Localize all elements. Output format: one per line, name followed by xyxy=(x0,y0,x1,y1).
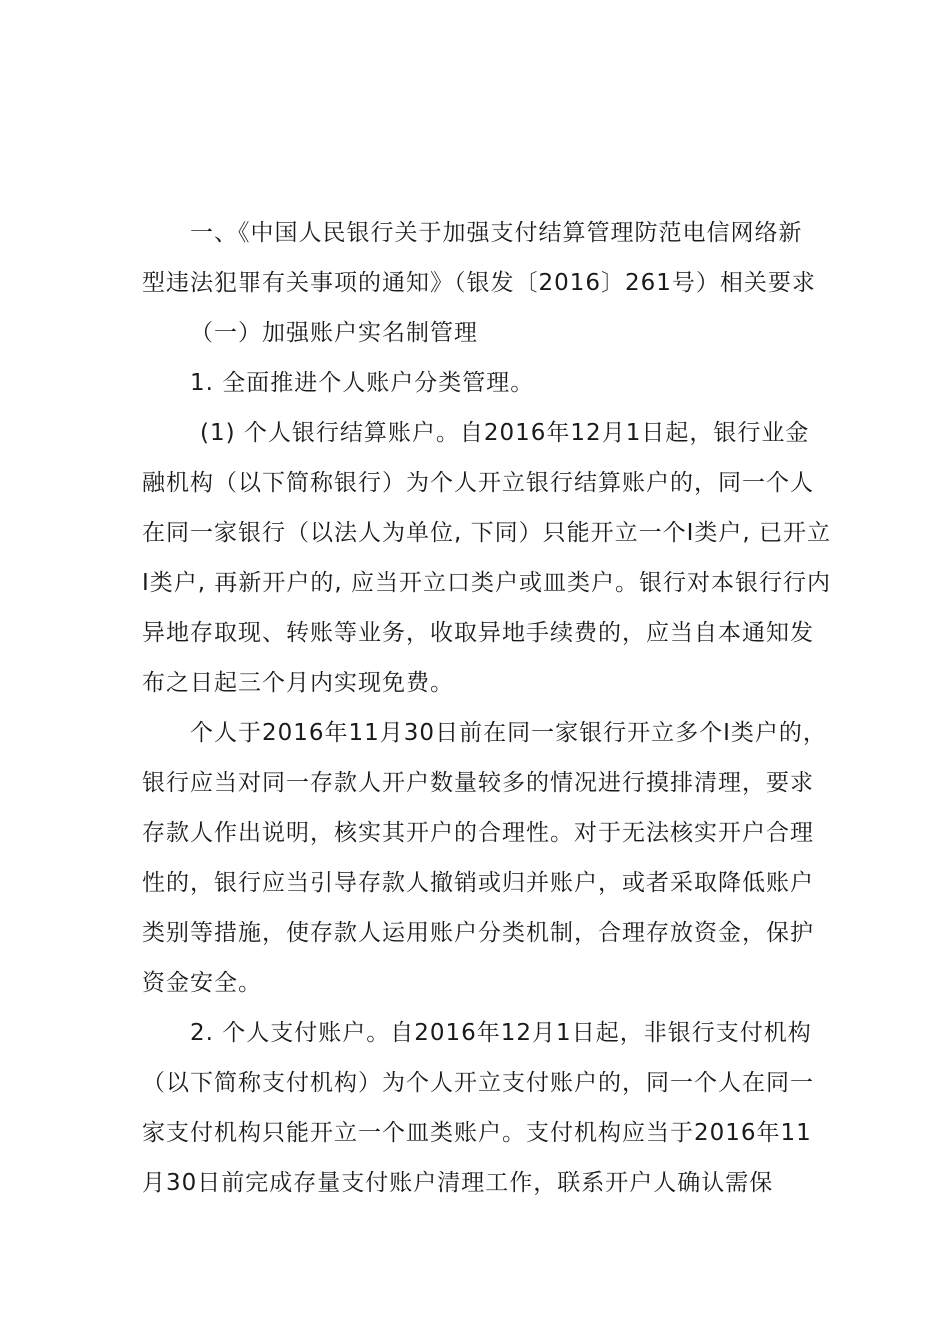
paragraph-3-line-4: 月30日前完成存量支付账户清理工作，联系开户人确认需保 xyxy=(142,1170,774,1196)
heading-line-1: 一、《中国人民银行关于加强支付结算管理防范电信网络新 xyxy=(190,220,803,246)
paragraph-3-line-3: 家支付机构只能开立一个皿类账户。支付机构应当于2016年11 xyxy=(142,1120,812,1146)
paragraph-3-line-2: （以下简称支付机构）为个人开立支付账户的，同一个人在同一 xyxy=(142,1070,814,1096)
heading-line-2: 型违法犯罪有关事项的通知》（银发〔2016〕261号）相关要求 xyxy=(142,270,816,296)
paragraph-1-line-6: 布之日起三个月内实现免费。 xyxy=(142,670,454,696)
paragraph-3-line-1: 2. 个人支付账户。自2016年12月1日起，非银行支付机构 xyxy=(190,1020,812,1046)
paragraph-2-line-2: 银行应当对同一存款人开户数量较多的情况进行摸排清理，要求 xyxy=(142,770,814,796)
paragraph-2-line-1: 个人于2016年11月30日前在同一家银行开立多个Ⅰ类户的， xyxy=(190,720,827,746)
paragraph-2-line-3: 存款人作出说明，核实其开户的合理性。对于无法核实开户合理 xyxy=(142,820,814,846)
subsection-heading: 1. 全面推进个人账户分类管理。 xyxy=(190,370,535,396)
paragraph-1-line-4: Ⅰ类户, 再新开户的, 应当开立口类户或皿类户。银行对本银行行内 xyxy=(142,570,832,596)
paragraph-1-line-3: 在同一家银行（以法人为单位, 下同）只能开立一个Ⅰ类户, 已开立 xyxy=(142,520,832,546)
section-heading: （一）加强账户实名制管理 xyxy=(190,320,478,346)
paragraph-2-line-6: 资金安全。 xyxy=(142,970,262,996)
paragraph-1-line-2: 融机构（以下简称银行）为个人开立银行结算账户的，同一个人 xyxy=(142,470,814,496)
paragraph-1-line-1: (1) 个人银行结算账户。自2016年12月1日起，银行业金 xyxy=(200,420,810,446)
paragraph-2-line-5: 类别等措施，使存款人运用账户分类机制，合理存放资金，保护 xyxy=(142,920,814,946)
paragraph-1-line-5: 异地存取现、转账等业务，收取异地手续费的，应当自本通知发 xyxy=(142,620,814,646)
paragraph-2-line-4: 性的，银行应当引导存款人撤销或归并账户，或者采取降低账户 xyxy=(142,870,814,896)
